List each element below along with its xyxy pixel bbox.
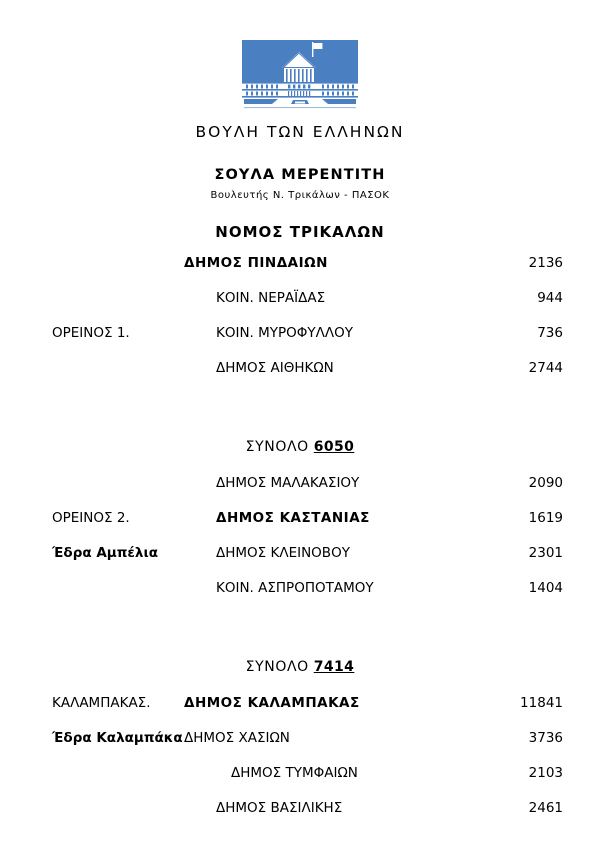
row-municipality: ΚΟΙΝ. ΑΣΠΡΟΠΟΤΑΜΟΥ [216, 580, 374, 596]
table-row [52, 325, 563, 360]
row-value: 2301 [528, 545, 563, 561]
row-municipality: ΔΗΜΟΣ ΧΑΣΙΩΝ [184, 730, 290, 746]
row-municipality: ΚΟΙΝ. ΝΕΡΑΪΔΑΣ [216, 290, 326, 306]
total-value: 7414 [313, 659, 355, 675]
row-value: 736 [537, 325, 563, 341]
mp-name: ΣΟΥΛΑ ΜΕΡΕΝΤΙΤΗ [214, 167, 386, 183]
table-row [52, 730, 563, 765]
hellenic-parliament-building-icon [238, 38, 362, 112]
row-municipality: ΔΗΜΟΣ ΚΑΣΤΑΝΙΑΣ [216, 510, 370, 526]
table-row [52, 545, 563, 580]
section-ορεινος-2 [0, 475, 600, 615]
total-label: ΣΥΝΟΛΟ [245, 659, 309, 675]
table-row [52, 255, 563, 290]
section-ορεινος-1 [0, 255, 600, 395]
row-municipality: ΔΗΜΟΣ ΒΑΣΙΛΙΚΗΣ [216, 800, 343, 816]
table-row [52, 360, 563, 395]
page-title: ΝΟΜΟΣ ΤΡΙΚΑΛΩΝ [215, 223, 385, 241]
total-label: ΣΥΝΟΛΟ [245, 439, 309, 455]
table-row [52, 290, 563, 325]
row-municipality: ΚΟΙΝ. ΜΥΡΟΦΥΛΛΟΥ [216, 325, 354, 341]
row-value: 2136 [528, 255, 563, 271]
table-row [52, 765, 563, 800]
row-left-label: Έδρα Αμπέλια [52, 545, 158, 561]
section-total-2 [0, 615, 600, 681]
row-value: 2461 [528, 800, 563, 816]
row-value: 1619 [528, 510, 563, 526]
row-municipality: ΔΗΜΟΣ ΜΑΛΑΚΑΣΙΟΥ [216, 475, 360, 491]
table-row [52, 475, 563, 510]
section-total-1 [0, 395, 600, 461]
row-municipality: ΔΗΜΟΣ ΤΥΜΦΑΙΩΝ [231, 765, 358, 781]
row-value: 2744 [528, 360, 563, 376]
row-left-label: Έδρα Καλαμπάκα [52, 730, 183, 746]
row-municipality: ΔΗΜΟΣ ΚΛΕΙΝΟΒΟΥ [216, 545, 350, 561]
row-value: 3736 [528, 730, 563, 746]
row-municipality: ΔΗΜΟΣ ΑΙΘΗΚΩΝ [216, 360, 334, 376]
row-value: 944 [537, 290, 563, 306]
section-καλαμπακας [0, 695, 600, 835]
total-value: 6050 [313, 439, 355, 455]
organization-title: ΒΟΥΛΗ ΤΩΝ ΕΛΛΗΝΩΝ [195, 123, 405, 141]
table-row [52, 800, 563, 835]
row-left-label: ΟΡΕΙΝΟΣ 2. [52, 510, 130, 526]
row-value: 1404 [528, 580, 563, 596]
table-row [52, 510, 563, 545]
row-value: 2090 [528, 475, 563, 491]
row-municipality: ΔΗΜΟΣ ΠΙΝΔΑΙΩΝ [184, 255, 328, 271]
document-header [0, 0, 600, 241]
row-municipality: ΔΗΜΟΣ ΚΑΛΑΜΠΑΚΑΣ [184, 695, 360, 711]
row-value: 11841 [520, 695, 563, 711]
row-left-label: ΟΡΕΙΝΟΣ 1. [52, 325, 130, 341]
mp-role: Βουλευτής Ν. Τρικάλων - ΠΑΣΟΚ [210, 190, 390, 201]
table-row [52, 695, 563, 730]
table-row [52, 580, 563, 615]
row-left-label: ΚΑΛΑΜΠΑΚΑΣ. [52, 695, 151, 711]
row-value: 2103 [528, 765, 563, 781]
